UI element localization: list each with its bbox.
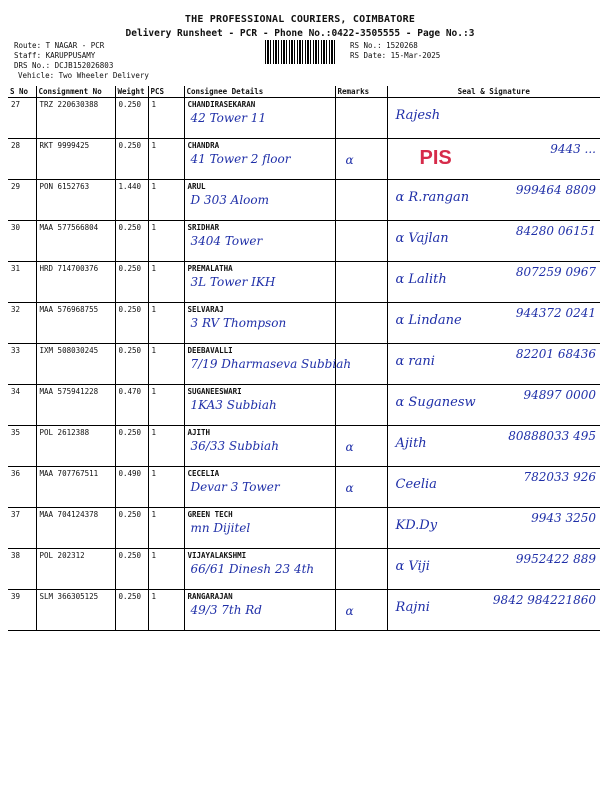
signature: α Vajlan	[395, 231, 449, 246]
weight-cell: 0.250	[115, 590, 148, 631]
table-row	[8, 262, 600, 303]
phone-number: 80888033 495	[508, 429, 596, 443]
phone-number: 782033 926	[523, 470, 596, 484]
sno-cell: 34	[8, 385, 36, 426]
signature-cell	[387, 139, 600, 180]
consignee-cell	[184, 467, 335, 508]
pcs-cell: 1	[148, 426, 184, 467]
table-row	[8, 549, 600, 590]
sno-cell: 39	[8, 590, 36, 631]
signature-cell	[387, 549, 600, 590]
handwritten-address: 49/3 7th Rd	[190, 603, 262, 617]
route-label: Route: T NAGAR - PCR	[14, 41, 105, 50]
sno-cell: 32	[8, 303, 36, 344]
table-row	[8, 98, 600, 139]
signature: α R.rangan	[395, 190, 470, 205]
weight-cell: 0.250	[115, 344, 148, 385]
remark-mark: α	[345, 153, 354, 167]
runsheet-subtitle: Delivery Runsheet - PCR - Phone No.:0422-3505555 - Page No.:3	[125, 28, 475, 39]
consignee-name: ARUL	[187, 182, 206, 191]
table-row	[8, 344, 600, 385]
stamp-mark: PIS	[419, 147, 452, 169]
signature: KD.Dy	[395, 518, 438, 533]
page-title: THE PROFESSIONAL COURIERS, COIMBATORE	[184, 14, 416, 25]
weight-cell: 0.250	[115, 139, 148, 180]
consignment-cell: MAA 577566804	[36, 221, 115, 262]
phone-number: 807259 0967	[515, 265, 596, 279]
remarks-cell	[335, 221, 387, 262]
sno-cell: 29	[8, 180, 36, 221]
consignee-cell	[184, 139, 335, 180]
signature: Rajesh	[395, 108, 441, 123]
signature: α Lalith	[395, 272, 447, 287]
col-signature: Seal & Signature	[387, 86, 600, 98]
pcs-cell: 1	[148, 590, 184, 631]
signature-cell	[387, 590, 600, 631]
remark-mark: α	[345, 481, 354, 495]
pcs-cell: 1	[148, 221, 184, 262]
weight-cell: 0.250	[115, 549, 148, 590]
consignee-cell	[184, 344, 352, 385]
remarks-cell	[335, 139, 387, 180]
consignee-name: CHANDIRASEKARAN	[187, 100, 256, 109]
signature-cell	[387, 467, 600, 508]
sno-cell: 28	[8, 139, 36, 180]
sno-cell: 27	[8, 98, 36, 139]
phone-number: 84280 06151	[515, 224, 596, 238]
signature-cell	[387, 385, 600, 426]
weight-cell: 0.250	[115, 262, 148, 303]
consignment-cell: POL 2612388	[36, 426, 115, 467]
signature: α Viji	[395, 559, 430, 574]
sno-cell: 30	[8, 221, 36, 262]
consignee-name: CHANDRA	[187, 141, 220, 150]
table-row	[8, 303, 600, 344]
signature: α Suganesw	[395, 395, 476, 410]
signature-cell	[387, 344, 600, 385]
pcs-cell: 1	[148, 344, 184, 385]
consignment-cell: MAA 707767511	[36, 467, 115, 508]
consignee-cell	[184, 385, 335, 426]
staff-label: Staff: KARUPPUSAMY	[14, 51, 96, 60]
phone-number: 9943 3250	[531, 511, 596, 525]
table-row	[8, 221, 600, 262]
remark-mark: α	[345, 604, 354, 618]
signature: α rani	[395, 354, 435, 369]
table-row	[8, 385, 600, 426]
consignee-cell	[184, 303, 335, 344]
sno-cell: 38	[8, 549, 36, 590]
signature-cell	[387, 180, 600, 221]
remark-mark: α	[345, 440, 354, 454]
col-pcs: PCS	[148, 86, 184, 98]
handwritten-address: 41 Tower 2 floor	[190, 152, 291, 166]
signature: Ajith	[395, 436, 427, 451]
phone-number: 944372 0241	[515, 306, 596, 320]
table-row	[8, 590, 600, 631]
pcs-cell: 1	[148, 467, 184, 508]
signature-cell	[387, 262, 600, 303]
pcs-cell: 1	[148, 139, 184, 180]
consignee-name: PREMALATHA	[187, 264, 233, 273]
signature-cell	[387, 303, 600, 344]
pcs-cell: 1	[148, 508, 184, 549]
signature-cell	[387, 221, 600, 262]
remarks-cell	[335, 98, 387, 139]
runsheet-table	[8, 86, 600, 631]
consignee-cell	[184, 262, 335, 303]
sno-cell: 31	[8, 262, 36, 303]
table-row	[8, 508, 600, 549]
consignee-name: SUGANEESWARI	[187, 387, 242, 396]
consignee-name: AJITH	[187, 428, 211, 437]
weight-cell: 0.250	[115, 303, 148, 344]
rs-date: RS Date: 15-Mar-2025	[350, 51, 441, 60]
col-remarks: Remarks	[335, 86, 387, 98]
consignee-name: VIJAYALAKSHMI	[187, 551, 247, 560]
consignment-cell: PON 6152763	[36, 180, 115, 221]
remarks-cell	[335, 508, 387, 549]
weight-cell: 0.250	[115, 98, 148, 139]
consignee-cell	[184, 426, 335, 467]
remarks-cell	[335, 262, 387, 303]
handwritten-address: mn Dijitel	[190, 521, 251, 535]
phone-number: 999464 8809	[515, 183, 596, 197]
pcs-cell: 1	[148, 303, 184, 344]
phone-number: 9842 984221860	[492, 593, 596, 607]
handwritten-address: 3L Tower IKH	[190, 275, 276, 289]
consignee-cell	[184, 221, 335, 262]
consignee-name: RANGARAJAN	[187, 592, 233, 601]
consignment-cell: TRZ 220630388	[36, 98, 115, 139]
table-row	[8, 180, 600, 221]
remarks-cell	[335, 180, 387, 221]
consignment-cell: SLM 366305125	[36, 590, 115, 631]
sno-cell: 35	[8, 426, 36, 467]
signature-cell	[387, 98, 600, 139]
weight-cell: 0.250	[115, 221, 148, 262]
remarks-cell	[335, 303, 387, 344]
remarks-cell	[335, 426, 387, 467]
weight-cell: 0.470	[115, 385, 148, 426]
consignment-cell: MAA 576968755	[36, 303, 115, 344]
weight-cell: 0.250	[115, 508, 148, 549]
consignee-cell	[184, 98, 335, 139]
pcs-cell: 1	[148, 385, 184, 426]
sno-cell: 36	[8, 467, 36, 508]
consignee-name: GREEN TECH	[187, 510, 233, 519]
table-row	[8, 139, 600, 180]
consignee-cell	[184, 549, 335, 590]
remarks-cell	[335, 344, 387, 385]
col-consignment: Consignment No	[36, 86, 115, 98]
signature: Rajni	[395, 600, 430, 615]
sno-cell: 33	[8, 344, 36, 385]
weight-cell: 1.440	[115, 180, 148, 221]
handwritten-address: 42 Tower 11	[190, 111, 267, 125]
remarks-cell	[335, 590, 387, 631]
table-header-row	[8, 86, 600, 98]
handwritten-address: 3 RV Thompson	[190, 316, 287, 330]
consignment-cell: IXM 508030245	[36, 344, 115, 385]
handwritten-address: 36/33 Subbiah	[190, 439, 279, 453]
col-weight: Weight	[115, 86, 148, 98]
handwritten-address: 7/19 Dharmaseva Subbiah	[190, 357, 352, 371]
signature: α Lindane	[395, 313, 462, 328]
consignee-cell	[184, 508, 335, 549]
consignee-name: DEEBAVALLI	[187, 346, 233, 355]
vehicle-label: Vehicle: Two Wheeler Delivery	[18, 71, 149, 80]
weight-cell: 0.490	[115, 467, 148, 508]
table-row	[8, 467, 600, 508]
pcs-cell: 1	[148, 549, 184, 590]
handwritten-address: 66/61 Dinesh 23 4th	[190, 562, 315, 576]
pcs-cell: 1	[148, 180, 184, 221]
phone-number: 82201 68436	[515, 347, 596, 361]
consignee-name: SELVARAJ	[187, 305, 224, 314]
table-row	[8, 426, 600, 467]
consignee-name: SRIDHAR	[187, 223, 220, 232]
signature-cell	[387, 508, 600, 549]
handwritten-address: 1KA3 Subbiah	[190, 398, 277, 412]
signature: Ceelia	[395, 477, 437, 492]
remarks-cell	[335, 549, 387, 590]
col-consignee: Consignee Details	[184, 86, 335, 98]
consignment-cell: MAA 704124378	[36, 508, 115, 549]
pcs-cell: 1	[148, 98, 184, 139]
remarks-cell	[335, 385, 387, 426]
handwritten-address: D 303 Aloom	[190, 193, 269, 207]
barcode	[265, 40, 335, 64]
consignee-cell	[184, 590, 335, 631]
consignee-cell	[184, 180, 335, 221]
phone-number: 9443 ...	[550, 142, 596, 156]
handwritten-address: 3404 Tower	[190, 234, 263, 248]
weight-cell: 0.250	[115, 426, 148, 467]
signature-cell	[387, 426, 600, 467]
pcs-cell: 1	[148, 262, 184, 303]
consignment-cell: POL 202312	[36, 549, 115, 590]
remarks-cell	[335, 467, 387, 508]
consignment-cell: HRD 714700376	[36, 262, 115, 303]
col-sno: S No	[8, 86, 36, 98]
consignment-cell: RKT 9999425	[36, 139, 115, 180]
phone-number: 94897 0000	[523, 388, 596, 402]
phone-number: 9952422 889	[515, 552, 596, 566]
handwritten-address: Devar 3 Tower	[190, 480, 280, 494]
consignee-name: CECELIA	[187, 469, 220, 478]
consignment-cell: MAA 575941228	[36, 385, 115, 426]
drs-label: DRS No.: DCJB152026803	[14, 61, 114, 70]
rs-number: RS No.: 1520268	[350, 41, 418, 50]
sno-cell: 37	[8, 508, 36, 549]
